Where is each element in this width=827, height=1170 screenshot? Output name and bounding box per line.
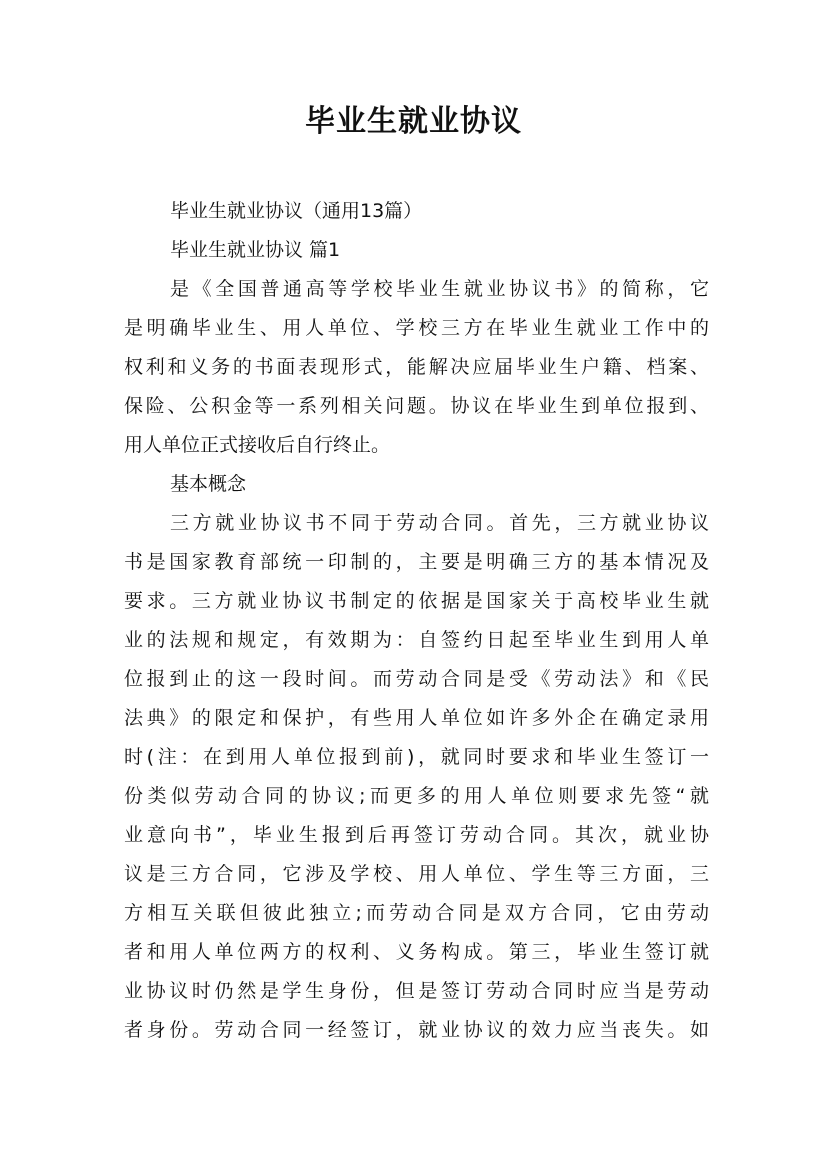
- paragraph-line: 是明确毕业生、用人单位、学校三方在毕业生就业工作中的: [124, 317, 709, 339]
- document-title: 毕业生就业协议: [305, 104, 522, 139]
- paragraph-line: 业协议时仍然是学生身份，但是签订劳动合同时应当是劳动: [124, 980, 709, 1002]
- paragraph-line: 要求。三方就业协议书制定的依据是国家关于高校毕业生就: [124, 590, 709, 612]
- paragraph-line: 位报到止的这一段时间。而劳动合同是受《劳动法》和《民: [124, 668, 709, 690]
- paragraph-line: 法典》的限定和保护，有些用人单位如许多外企在确定录用: [124, 707, 709, 729]
- paragraph-line: 三方就业协议书不同于劳动合同。首先，三方就业协议: [170, 512, 709, 534]
- paragraph-line: 业的法规和规定，有效期为：自签约日起至毕业生到用人单: [124, 629, 709, 651]
- paragraph-line: 者身份。劳动合同一经签订，就业协议的效力应当丧失。如: [124, 1019, 709, 1041]
- paragraph-line: 者和用人单位两方的权利、义务构成。第三，毕业生签订就: [124, 941, 709, 963]
- document-body: [124, 192, 709, 1050]
- concept-heading: 基本概念: [170, 473, 247, 495]
- section-heading: 毕业生就业协议 篇1: [170, 239, 341, 261]
- paragraph-line: 用人单位正式接收后自行终止。: [124, 434, 391, 456]
- paragraph-line: 书是国家教育部统一印制的，主要是明确三方的基本情况及: [124, 551, 709, 573]
- paragraph-line: 时(注：在到用人单位报到前)，就同时要求和毕业生签订一: [124, 746, 709, 768]
- paragraph-line: 是《全国普通高等学校毕业生就业协议书》的简称，它: [170, 278, 709, 300]
- document-subtitle: 毕业生就业协议（通用13篇）: [170, 200, 423, 222]
- paragraph-line: 方相互关联但彼此独立;而劳动合同是双方合同，它由劳动: [124, 902, 709, 924]
- paragraph-line: 权利和义务的书面表现形式，能解决应届毕业生户籍、档案、: [124, 356, 709, 378]
- paragraph-line: 议是三方合同，它涉及学校、用人单位、学生等三方面，三: [124, 863, 709, 885]
- paragraph-line: 保险、公积金等一系列相关问题。协议在毕业生到单位报到、: [124, 395, 709, 417]
- paragraph-line: 业意向书”，毕业生报到后再签订劳动合同。其次，就业协: [124, 824, 709, 846]
- paragraph-line: 份类似劳动合同的协议;而更多的用人单位则要求先签“就: [124, 785, 709, 807]
